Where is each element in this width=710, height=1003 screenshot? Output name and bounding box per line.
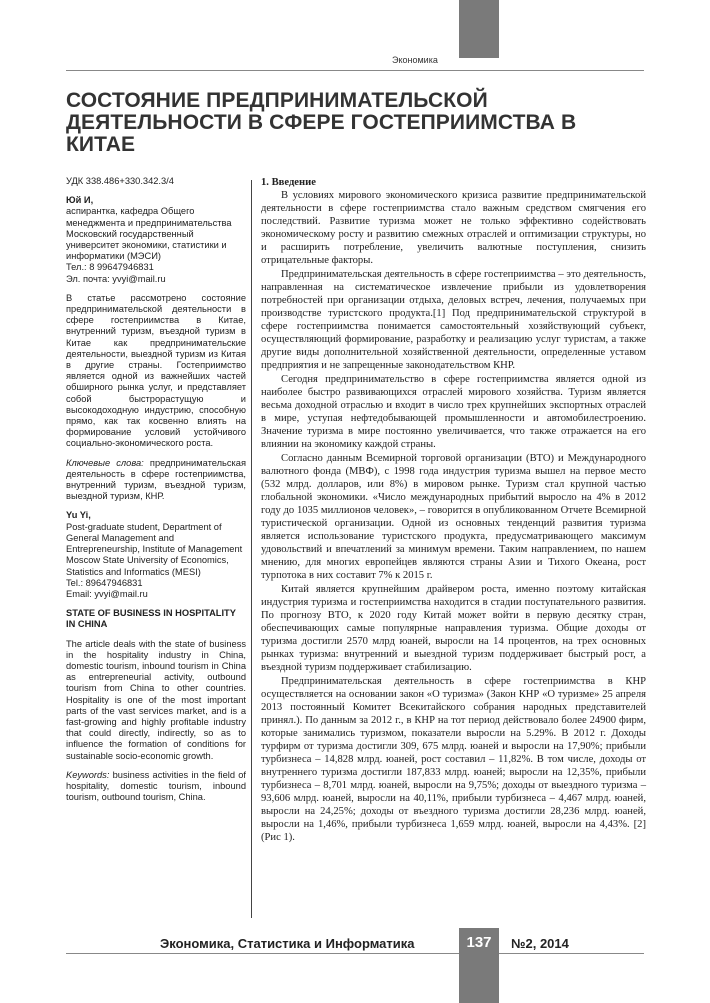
body-paragraph: В условиях мирового экономического кризиса развитие предпринимательской деятельности в сфере гостеприимства стало важным средством смягчения его последствий. Развитие туризма может не только эффективно содействовать экономическому росту и развитию смежных отраслей и оптимизации структуры, но и расширить потребление, увеличить валютные поступления, снизить отрицательные факторы.: [261, 190, 646, 266]
keywords-ru: [66, 458, 246, 503]
body-paragraph: Согласно данным Всемирной торговой организации (ВТО) и Международного валютного фонда (МВФ), с 1998 года индустрия туризма вышел на первое место (532 млрд. долларов, или 8%) в мировом рынке. Туризм стал крупной частью глобальной экономики. «Число международных прибытий выросло на 4% в 2012 году до 1035 миллионов человек», – говорится в опубликованном Отчете Всемирной туристической организации. Одной из основных тенденций развития туризма является использование туристского продукта, предусматривающего максимум удовольствий и впечатлений за минимум времени. Таким направлением, по нашем мнению, для многих европейцев являются страны Азии и Тихого Океана, рост турпотока в них составит 7% к 2015 г.: [261, 453, 646, 581]
body-paragraph: Предпринимательская деятельность в сфере гостеприимства в КНР осуществляется на основании закон «О туризма» (Закон КНР «О туризме» 25 апреля 2013 постоянный Комитет Всекитайского собрания народных представителей принял.). По данным за 2012 г., в КНР на тот период действовало более 24900 фирм, которые занимались туризмом, показатели выросли на 5.29%. В 2012 г. Доходы турфирм от туризма достигли 309, 675 млрд. юаней и выросли на 17,90%; прибыли турбизнеса – 14,828 млрд. юаней, рост составил – 11,82%. В том числе, доходы от внутреннего туризма достигли 187,833 млрд. юаней; выросли на 12,35%, прибыли турбизнеса – 8,701 млрд. юаней, выросли на 9,75%; доходы от выездного туризма – 93,606 млрд. юаней, выросли на 40,11%, прибыли турбизнеса – 4,467 млрд. юаней, выросли на 24,25%; доходы от въездного туризма достигли 28,236 млрд. юаней, выросли на 1,46%, прибыли турбизнеса 1,659 млрд. юаней, выросли на 4,43%. [2] (Рис 1).: [261, 676, 646, 843]
article-title: СОСТОЯНИЕ ПРЕДПРИНИМАТЕЛЬСКОЙ ДЕЯТЕЛЬНОСТИ В СФЕРЕ ГОСТЕПРИИМСТВА В КИТАЕ: [66, 89, 577, 156]
abstract-ru: В статье рассмотрено состояние предпринимательской деятельности в сфере гостеприимства в Китае, внутренний туризм, въездной туризм в Китае как предпринимательские деятельности, выездной туризм из Китая в другие страны. Гостеприимство является одной из важнейших частей обширного рынка услуг, и представляет собой быстрорастущую и высокодоходную индустрию, способную прямо, как так косвенно влиять на формирование условий устойчивого социально-экономического роста.: [66, 292, 246, 449]
left-column: [66, 176, 246, 803]
author-email-en: Email: yvyi@mail.ru: [66, 588, 148, 599]
keywords-text-ru: предпринимательская деятельность в сфере гостеприимства, внутренний туризм, въездной туризм, выездной туризм, КНР.: [66, 457, 246, 502]
issue-number: №2, 2014: [511, 936, 569, 951]
author-phone-en: Tel.: 89647946831: [66, 577, 143, 588]
author-affiliation-en: Post-graduate student, Department of General Management and Entrepreneurship, Institute of Management Moscow State University of Economics, Statistics and Informatics (MESI): [66, 521, 243, 577]
main-text-column: [261, 176, 646, 845]
title-en: STATE OF BUSINESS IN HOSPITALITY IN CHINA: [66, 608, 236, 630]
author-name-ru: Юй И,: [66, 195, 94, 206]
keywords-label-en: Keywords:: [66, 769, 110, 780]
udc-code: УДК 338.486+330.342.3/4: [66, 176, 174, 186]
body-paragraph: Предпринимательская деятельность в сфере гостеприимства – это деятельность, направленная на систематическое извлечение прибыли из удовлетворения потребностей при организации отдыха, деловых встреч, лечения, получаемых при производстве туристского продукта.[1] Под предпринимательской структурой в сфере гостеприимства понимается самостоятельный хозяйствующий субъект, осуществляющий формирование, разработку и реализацию услуг туристам, а также другие виды дополнительной хозяйственной деятельности, определенные уставом предприятия и не запрещенные законодательством КНР.: [261, 269, 646, 371]
body-paragraph: Китай является крупнейшим драйвером роста, именно поэтому китайская индустрия туризма и гостеприимства находится в стадии поступательного развития. По прогнозу ВТО, к 2020 году Китай может войти в первую десятку стран, обеспечивающих самые популярные направления туризма. Общие доходы от туризма достигли 2570 млрд юаней, выросли на 14 процентов, на трех основных рынках туризма: внутренний и выездной туризм поддерживает быстрый рост, а въездной туризм поддерживает стабилизацию.: [261, 584, 646, 673]
footer-rule: [66, 953, 644, 954]
author-email-ru: Эл. почта: yvyi@mail.ru: [66, 273, 166, 284]
author-affiliation-ru: аспирантка, кафедра Общего менеджмента и предпринимательства Московский государственный университет экономики, статистики и информатики (МЭСИ): [66, 206, 232, 262]
header-rule: [66, 70, 644, 71]
author-phone-ru: Тел.: 8 99647946831: [66, 262, 154, 273]
author-name-en: Yu Yi,: [66, 510, 91, 521]
body-paragraph: Сегодня предпринимательство в сфере гостеприимства является одной из наиболее быстро развивающихся отраслей мирового хозяйства. Туризм является весьма доходной отраслью и входит в число трех крупнейших экспортных отраслей в мире, уступая нефтедобывающей промышленности и автомобилестроению. Значение туризма в мире постоянно увеличивается, что также отражается на его влиянии на экономику каждой страны.: [261, 374, 646, 450]
keywords-label-ru: Ключевые слова:: [66, 457, 144, 468]
column-divider: [251, 180, 252, 918]
section-label: Экономика: [392, 55, 438, 65]
abstract-en: The article deals with the state of business in the hospitality industry in China, domestic tourism, inbound tourism in China as entrepreneurial activity, outbound tourism from China to other countries. Hospitality is one of the most important parts of the vast services market, and is a fast-growing and highly profitable industry that could directly, indirectly, so as to influence the formation of conditions for sustainable socio-economic growth.: [66, 638, 246, 761]
header-tab-marker: [459, 0, 499, 58]
page-number: 137: [466, 934, 492, 951]
keywords-text-en: business activities in the field of hospitality, domestic tourism, inbound tourism, outbound tourism, China.: [66, 769, 246, 803]
keywords-en: [66, 770, 246, 804]
section-heading: 1. Введение: [261, 177, 316, 188]
journal-name: Экономика, Статистика и Информатика: [160, 936, 415, 951]
